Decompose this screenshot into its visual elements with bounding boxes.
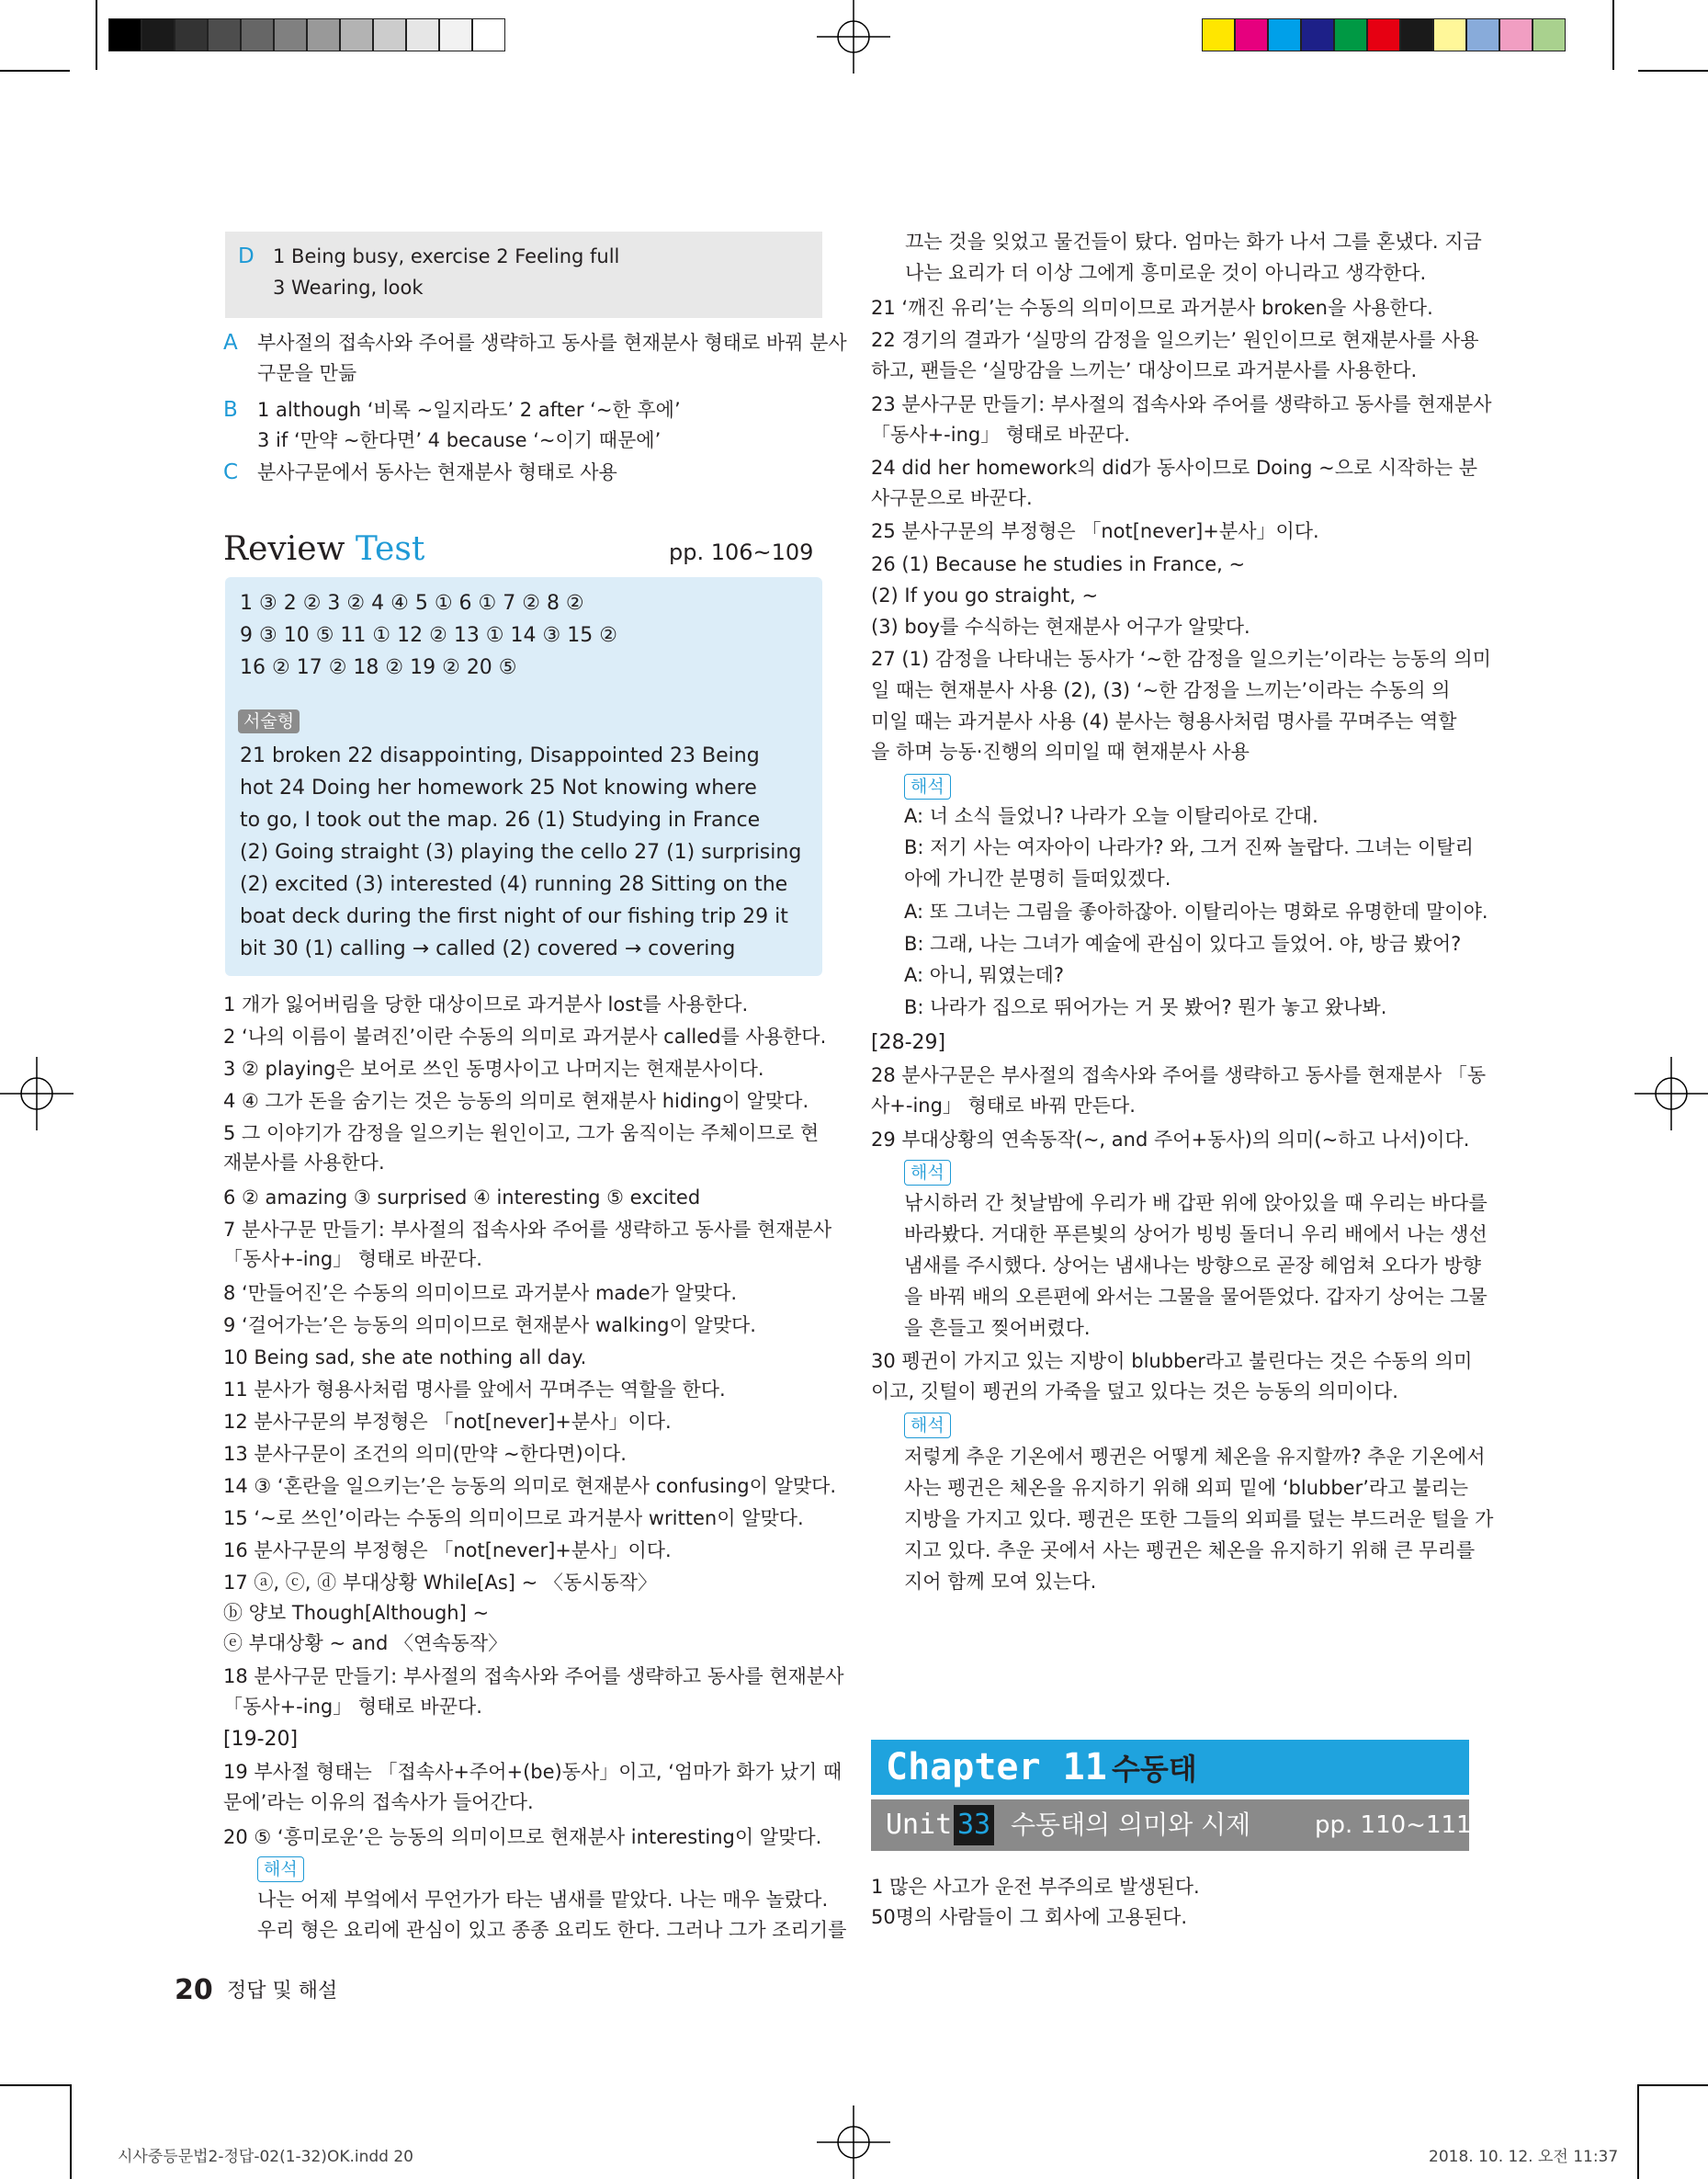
explanation-line: 5 그 이야기가 감정을 일으키는 원인이고, 그가 움직이는 주체이므로 현 [223,1122,820,1144]
color-swatch [1202,18,1235,51]
explanation-line: 12 분사구문의 부정형은 「not[never]+분사」이다. [223,1411,672,1433]
explanation-line: 3 ② playing은 보어로 쓰인 동명사이고 나머지는 현재분사이다. [223,1058,764,1080]
explanation-line: (3) boy를 수식하는 현재분사 어구가 알맞다. [871,616,1250,638]
answer-box-d [225,232,822,318]
translation-line: 나는 어제 부엌에서 무언가가 타는 냄새를 맡았다. 나는 매우 놀랐다. [257,1889,829,1911]
explanation-line: 문에’라는 이유의 접속사가 들어간다. [223,1791,534,1813]
color-swatch [1235,18,1268,51]
answer-row: 9 ③ 10 ⑤ 11 ① 12 ② 13 ① 14 ③ 15 ② [240,624,617,647]
explanation-line: 「동사+-ing」 형태로 바꾼다. [223,1248,482,1270]
explanation-line: [19-20] [223,1728,299,1751]
explanation-line: 24 did her homework의 did가 동사이므로 Doing ~으로 시작하는 분 [871,457,1478,479]
essay-line: (2) excited (3) interested (4) running 28 Sitting on the [240,873,788,896]
translation-tag [904,1413,951,1438]
translation-line: 을 흔들고 찢어버렸다. [904,1317,1091,1339]
color-swatch [1533,18,1566,51]
explanation-line: ⓔ 부대상황 ~ and 〈연속동작〉 [223,1632,508,1654]
dialogue-line: A: 너 소식 들었니? 나라가 오늘 이탈리아로 간대. [904,805,1318,827]
translation-line: 우리 형은 요리에 관심이 있고 종종 요리도 한다. 그러나 그가 조리기를 [257,1919,847,1941]
registration-mark-icon [1634,1057,1708,1130]
explanation-line: 을 하며 능동·진행의 의미일 때 현재분사 사용 [871,741,1250,763]
explanation-line: 재분사를 사용한다. [223,1152,385,1174]
note-a-text: 구문을 만듦 [257,362,357,384]
explanation-line: 사+-ing」 형태로 바꿔 만든다. [871,1095,1136,1117]
explanation-line: 9 ‘걸어가는’은 능동의 의미이므로 현재분사 walking이 알맞다. [223,1314,756,1336]
explanation-line: 하고, 팬들은 ‘실망감을 느끼는’ 대상이므로 과거분사를 사용한다. [871,359,1418,381]
translation-tag [257,1856,304,1882]
explanation-line: 일 때는 현재분사 사용 (2), (3) ‘~한 감정을 느끼는’이라는 수동의 의 [871,679,1451,701]
unit-banner [871,1799,1472,1851]
crop-mark [0,2084,70,2086]
explanation-line: 2 ‘나의 이름이 불려진’이란 수동의 의미로 과거분사 called를 사용한다. [223,1026,827,1048]
box-d-line: 3 Wearing, look [273,277,424,299]
crop-mark [70,2084,72,2179]
note-a-text: 부사절의 접속사와 주어를 생략하고 동사를 현재분사 형태로 바꿔 분사 [257,332,847,354]
translation-line: 지어 함께 모여 있는다. [904,1571,1097,1593]
translation-line: 을 바꿔 배의 오른편에 와서는 그물을 물어뜯었다. 갑자기 상어는 그물 [904,1286,1487,1308]
review-pages: pp. 106~109 [669,539,814,565]
unit-answer-line: 50명의 사람들이 그 회사에 고용된다. [871,1906,1188,1928]
review-test-heading [223,529,424,570]
explanation-line: 27 (1) 감정을 나타내는 동사가 ‘~한 감정을 일으키는’이라는 능동의 의미 [871,648,1491,670]
crop-mark [0,70,70,72]
color-swatch [1334,18,1367,51]
crop-mark [1637,2084,1639,2179]
dialogue-line: A: 또 그녀는 그림을 좋아하잖아. 이탈리아는 명화로 유명한데 말이야. [904,901,1488,923]
explanation-line: 8 ‘만들어진’은 수동의 의미이므로 과거분사 made가 알맞다. [223,1282,738,1304]
explanation-line: 28 분사구문은 부사절의 접속사와 주어를 생략하고 동사를 현재분사 「동 [871,1064,1487,1086]
chapter-banner [871,1740,1469,1795]
explanation-line: 1 개가 잃어버림을 당한 대상이므로 과거분사 lost를 사용한다. [223,993,749,1016]
explanation-line: 이고, 깃털이 펭귄의 가죽을 덮고 있다는 것은 능동의 의미이다. [871,1380,1398,1402]
explanation-line: 18 분사구문 만들기: 부사절의 접속사와 주어를 생략하고 동사를 현재분사 [223,1665,844,1687]
explanation-line: 「동사+-ing」 형태로 바꾼다. [223,1696,482,1718]
dialogue-line: A: 아니, 뭐였는데? [904,964,1064,986]
dialogue-line: B: 저기 사는 여자아이 나라가? 와, 그거 진짜 놀랍다. 그녀는 이탈리 [904,836,1474,858]
grey-swatch [241,18,274,51]
essay-line: bit 30 (1) calling → called (2) covered → covering [240,937,736,960]
explanation-line: ⓑ 양보 Though[Although] ~ [223,1602,490,1624]
color-swatch [1367,18,1400,51]
explanation-line: [28-29] [871,1031,946,1054]
unit-title: 수동태의 의미와 시제 [1011,1810,1251,1840]
explanation-line: 4 ④ 그가 돈을 숨기는 것은 능동의 의미로 현재분사 hiding이 알맞다. [223,1090,809,1112]
explanation-line: 끄는 것을 잊었고 물건들이 탔다. 엄마는 화가 나서 그를 혼냈다. 지금 [905,231,1482,253]
color-swatch [1499,18,1533,51]
grey-swatch [340,18,373,51]
explanation-line: 7 분사구문 만들기: 부사절의 접속사와 주어를 생략하고 동사를 현재분사 [223,1219,832,1241]
explanation-line: 14 ③ ‘혼란을 일으키는’은 능동의 의미로 현재분사 confusing이 알맞다. [223,1475,837,1497]
translation-tag-label: 해석 [904,1160,951,1186]
essay-line: (2) Going straight (3) playing the cello 27 (1) surprising [240,841,802,864]
color-swatch [1268,18,1301,51]
explanation-line: 17 ⓐ, ⓒ, ⓓ 부대상황 While[As] ~ 〈동시동작〉 [223,1572,658,1594]
file-info: 시사중등문법2-정답-02(1-32)OK.indd 20 [118,2148,413,2166]
color-swatch [1466,18,1499,51]
color-swatch [1400,18,1433,51]
grey-swatch [175,18,208,51]
box-d-line: 1 Being busy, exercise 2 Feeling full [273,245,620,267]
box-d-label: D [238,244,255,268]
review-answer-box [225,577,822,976]
explanation-line: 15 ‘~로 쓰인’이라는 수동의 의미이므로 과거분사 written이 알맞다. [223,1507,804,1529]
crop-mark [1638,2084,1708,2086]
dialogue-line: 아에 가니깐 분명히 들떠있겠다. [904,868,1171,890]
essay-line: hot 24 Doing her homework 25 Not knowing where [240,777,757,800]
translation-line: 사는 펭귄은 체온을 유지하기 위해 외피 밑에 ‘blubber’라고 불리는 [904,1477,1469,1499]
essay-line: boat deck during the first night of our fishing trip 29 it [240,905,788,928]
crop-mark [1612,0,1614,70]
grey-swatch [208,18,241,51]
translation-line: 지고 있다. 추운 곳에서 사는 펭귄은 체온을 유지하기 위해 큰 무리를 [904,1539,1476,1561]
translation-tag-label: 해석 [904,1413,951,1438]
answer-row: 16 ② 17 ② 18 ② 19 ② 20 ⑤ [240,656,517,679]
note-b-text: 1 although ‘비록 ~일지라도’ 2 after ‘~한 후에’ [257,399,681,421]
color-swatch [1301,18,1334,51]
explanation-line: 6 ② amazing ③ surprised ④ interesting ⑤ excited [223,1186,701,1209]
explanation-line: (2) If you go straight, ~ [871,584,1099,607]
date-info: 2018. 10. 12. 오전 11:37 [1429,2148,1619,2166]
answer-row: 1 ③ 2 ② 3 ② 4 ④ 5 ① 6 ① 7 ② 8 ② [240,592,584,615]
grey-swatch [307,18,340,51]
note-a-label: A [223,331,238,355]
note-c-text: 분사구문에서 동사는 현재분사 형태로 사용 [257,461,617,483]
explanation-line: 30 펭귄이 가지고 있는 지방이 blubber라고 불린다는 것은 수동의 의미 [871,1350,1473,1372]
registration-mark-icon [817,2105,890,2179]
crop-mark [96,0,97,70]
explanation-line: 16 분사구문의 부정형은 「not[never]+분사」이다. [223,1539,672,1561]
grey-swatch [274,18,307,51]
translation-line: 냄새를 주시했다. 상어는 냄새나는 방향으로 곧장 헤엄쳐 오다가 방향 [904,1254,1482,1277]
translation-tag [904,1160,951,1186]
explanation-line: 미일 때는 과거분사 사용 (4) 분사는 형용사처럼 명사를 꾸며주는 역할 [871,710,1457,732]
translation-tag [904,774,951,800]
translation-tag-label: 해석 [904,774,951,800]
explanation-line: 「동사+-ing」 형태로 바꾼다. [871,424,1130,446]
essay-line: 21 broken 22 disappointing, Disappointed 23 Being [240,744,760,767]
explanation-line: 23 분사구문 만들기: 부사절의 접속사와 주어를 생략하고 동사를 현재분사 [871,393,1492,415]
explanation-line: 19 부사절 형태는 「접속사+주어+(be)동사」이고, ‘엄마가 화가 났기 때 [223,1761,843,1783]
chapter-title: Chapter 11 [886,1746,1107,1788]
dialogue-line: B: 그래, 나는 그녀가 예술에 관심이 있다고 들었어. 야, 방금 봤어? [904,933,1462,955]
unit-pages: pp. 110~111 [1315,1811,1472,1839]
translation-line: 지방을 가지고 있다. 펭귄은 또한 그들의 외피를 덮는 부드러운 털을 가 [904,1508,1494,1530]
grey-swatch [439,18,472,51]
grey-swatch [406,18,439,51]
dialogue-line: B: 나라가 집으로 뛰어가는 거 못 봤어? 뭔가 놓고 왔나봐. [904,996,1387,1018]
review-title: Review [223,530,345,568]
explanation-line: 10 Being sad, she ate nothing all day. [223,1346,587,1368]
explanation-line: 20 ⑤ ‘흥미로운’은 능동의 의미이므로 현재분사 interesting이 알맞다. [223,1826,822,1848]
color-swatch [1433,18,1466,51]
grey-swatch [472,18,505,51]
explanation-line: 26 (1) Because he studies in France, ~ [871,553,1246,575]
translation-line: 저렇게 추운 기온에서 펭귄은 어떻게 체온을 유지할까? 추운 기온에서 [904,1446,1486,1468]
essay-tag-label: 서술형 [238,709,300,733]
explanation-line: 29 부대상황의 연속동작(~, and 주어+동사)의 의미(~하고 나서)이다. [871,1129,1470,1151]
explanation-line: 사구문으로 바꾼다. [871,487,1033,509]
chapter-subtitle: 수동태 [1112,1752,1197,1787]
translation-line: 바라봤다. 거대한 푸른빛의 상어가 빙빙 돌더니 우리 배에서 나는 생선 [904,1223,1487,1245]
grey-swatch [141,18,175,51]
note-b-text: 3 if ‘만약 ~한다면’ 4 because ‘~이기 때문에’ [257,429,662,451]
unit-answer-line: 1 많은 사고가 운전 부주의로 발생된다. [871,1876,1200,1898]
test-title: Test [355,530,425,568]
essay-tag [238,709,300,733]
explanation-line: 11 분사가 형용사처럼 명사를 앞에서 꾸며주는 역할을 한다. [223,1379,726,1401]
translation-line: 낚시하러 간 첫날밤에 우리가 배 갑판 위에 앉아있을 때 우리는 바다를 [904,1192,1487,1214]
essay-line: to go, I took out the map. 26 (1) Studying in France [240,809,761,832]
note-c-label: C [223,460,239,484]
explanation-line: 25 분사구문의 부정형은 「not[never]+분사」이다. [871,520,1319,542]
grey-swatch [108,18,141,51]
unit-number: 33 [954,1805,994,1845]
explanation-line: 22 경기의 결과가 ‘실망의 감정을 일으키는’ 원인이므로 현재분사를 사용 [871,329,1479,351]
page-section-label: 정답 및 해설 [227,1980,338,2003]
grey-swatch [373,18,406,51]
page-number: 20 [175,1974,213,2006]
crop-mark [1638,70,1708,72]
registration-mark-icon [0,1057,74,1130]
explanation-line: 13 분사구문이 조건의 의미(만약 ~한다면)이다. [223,1443,627,1465]
explanation-line: 21 ‘깨진 유리’는 수동의 의미이므로 과거분사 broken을 사용한다. [871,297,1433,319]
registration-mark-icon [817,0,890,74]
explanation-line: 나는 요리가 더 이상 그에게 흥미로운 것이 아니라고 생각한다. [905,262,1427,284]
unit-label: Unit [886,1809,953,1841]
note-b-label: B [223,398,238,422]
translation-tag-label: 해석 [257,1856,304,1882]
